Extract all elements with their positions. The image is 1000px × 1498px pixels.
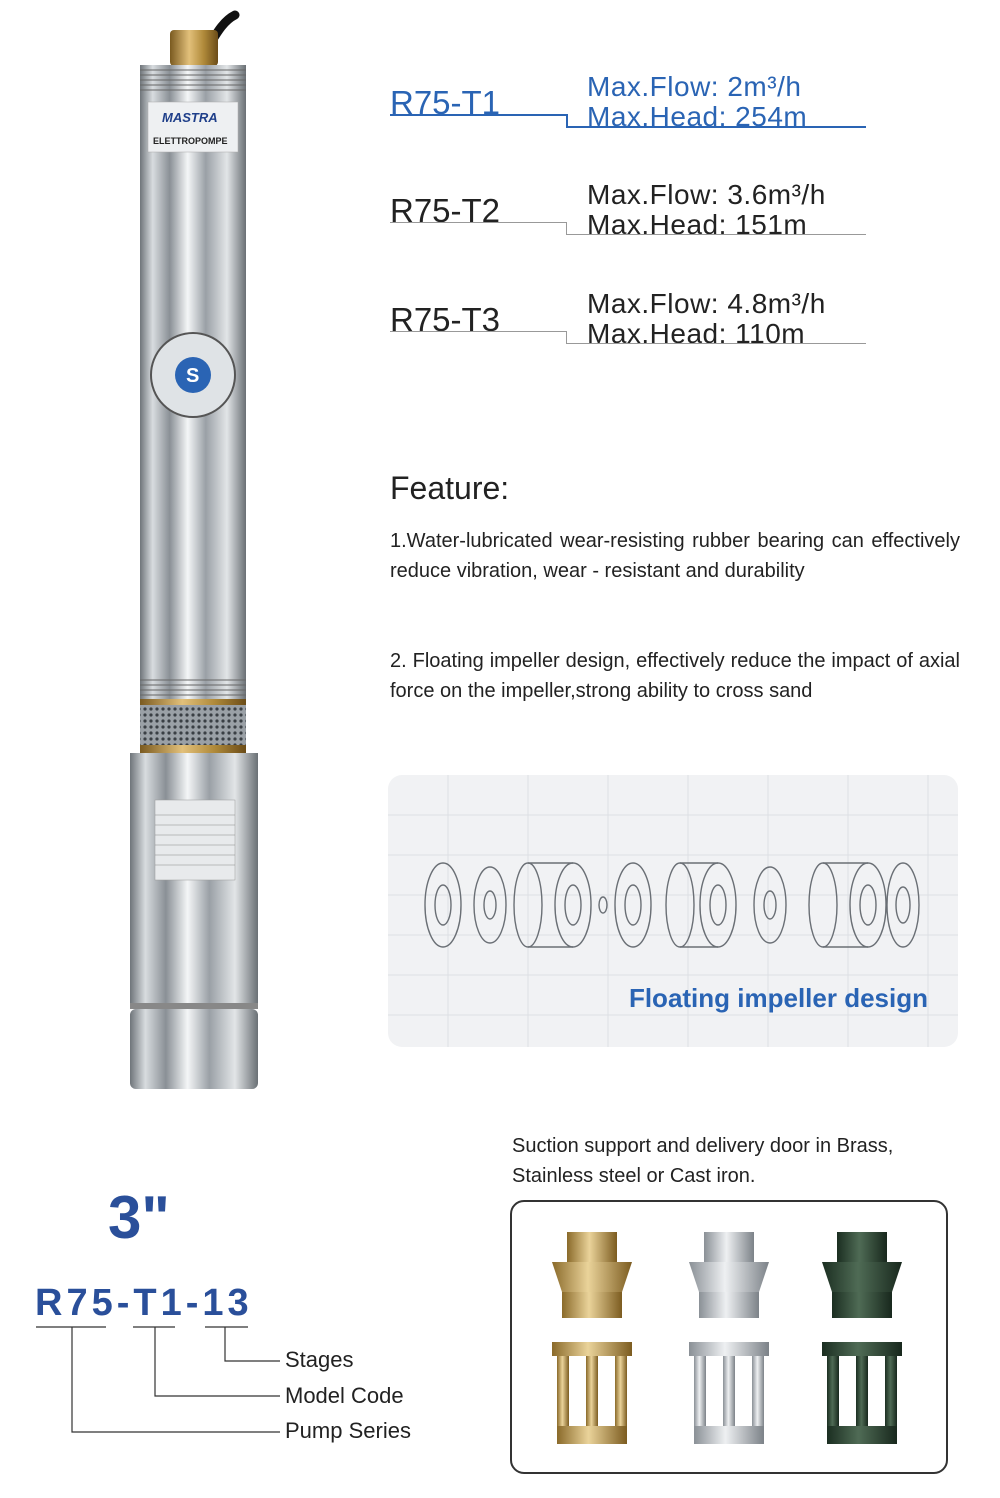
brass-suction-cage: [552, 1342, 632, 1444]
legend-model-code: Model Code: [285, 1383, 404, 1408]
max-head: Max.Head: 254m: [587, 101, 808, 132]
suction-line-2: Stainless steel or Cast iron.: [512, 1165, 756, 1187]
size-label: 3": [108, 1184, 170, 1251]
steel-suction-cage: [689, 1342, 769, 1444]
max-head: Max.Head: 151m: [587, 209, 808, 240]
suction-line-1: Suction support and delivery door in Brass,: [512, 1135, 894, 1157]
legend-stages: Stages: [285, 1347, 354, 1372]
max-head: Max.Head: 110m: [587, 318, 806, 349]
divider: [390, 222, 566, 223]
legend-pump-series: Pump Series: [285, 1418, 411, 1443]
svg-text:MASTRA: MASTRA: [162, 110, 218, 125]
model-r75-t3: [390, 289, 870, 369]
svg-text:S: S: [186, 365, 200, 387]
model-code-example: R75-T1-13: [35, 1282, 253, 1324]
cast-iron-outlet: [822, 1232, 902, 1318]
impeller-diagram-panel: [388, 775, 958, 1047]
feature-item-1: 1.Water-lubricated wear-resisting rubber bearing can effectively reduce vibration, wear - resistant and durability: [390, 530, 960, 582]
fittings-gallery: [510, 1200, 948, 1474]
max-flow: Max.Flow: 4.8m³/h: [587, 288, 826, 319]
pump-brand-text: ELETTROPOMPE: [153, 136, 228, 146]
suction-description: [512, 1131, 893, 1191]
divider: [390, 114, 566, 116]
divider: [390, 331, 566, 332]
model-code: R75-T2: [390, 192, 501, 229]
feature-heading: Feature:: [390, 470, 510, 506]
impeller-caption: Floating impeller design: [628, 983, 928, 1013]
model-code: R75-T1: [390, 84, 501, 121]
model-code: R75-T3: [390, 301, 501, 338]
max-flow: Max.Flow: 2m³/h: [587, 71, 802, 102]
model-r75-t1: [390, 72, 870, 152]
pump-illustration: [100, 10, 290, 1100]
cast-iron-suction-cage: [822, 1342, 902, 1444]
brass-outlet: [552, 1232, 632, 1318]
fittings-illustrations: [512, 1202, 946, 1472]
max-flow: Max.Flow: 3.6m³/h: [587, 179, 826, 210]
steel-outlet: [689, 1232, 769, 1318]
model-r75-t2: [390, 180, 870, 260]
feature-item-2: 2. Floating impeller design, effectively reduce the impact of axial force on the impeller,strong ability to cross sand: [390, 650, 960, 702]
